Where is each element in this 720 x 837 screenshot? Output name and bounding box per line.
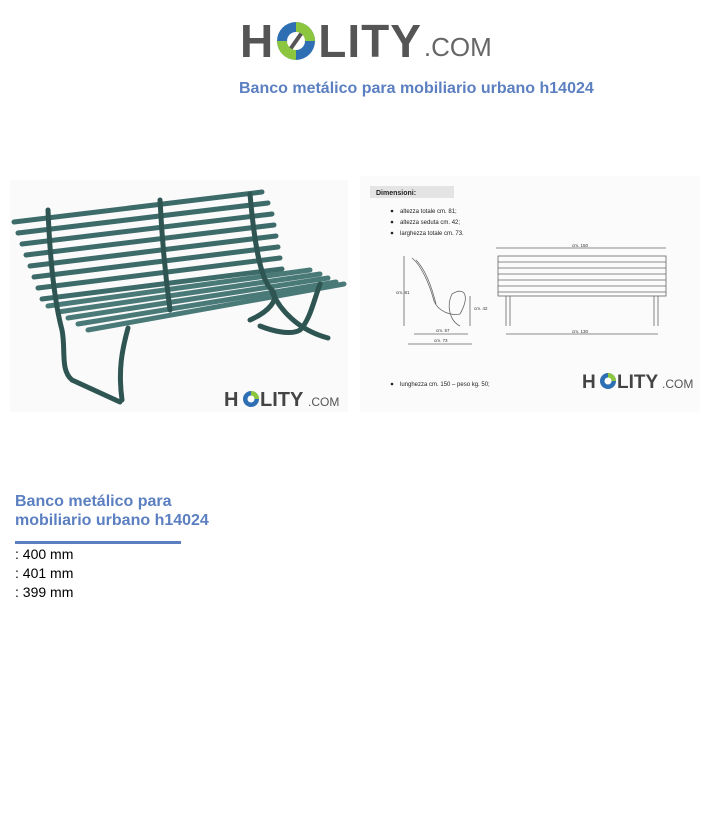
dimension-item: larghezza totale cm. 73. <box>400 231 464 237</box>
dimension-item: altezza seduta cm. 42; <box>400 220 461 226</box>
label-depth-total: cm. 73 <box>434 338 448 343</box>
label-length-inner: cm. 130 <box>572 329 589 334</box>
dimensions-title: Dimensioni: <box>376 190 417 197</box>
site-logo[interactable] <box>240 12 492 67</box>
logo-wordmark: H LITY <box>240 15 422 67</box>
page-title: Banco metálico para mobiliario urbano h14024 <box>239 80 594 97</box>
spec-line: : 399 mm <box>15 584 74 600</box>
svg-text:H: H <box>582 372 596 393</box>
logo-suffix: .COM <box>423 32 492 62</box>
label-length-total: cm. 150 <box>572 243 589 248</box>
spec-line: : 400 mm <box>15 546 74 562</box>
dimension-item: altezza totale cm. 81; <box>400 209 457 215</box>
spec-line: : 401 mm <box>15 565 74 581</box>
svg-text:LITY: LITY <box>260 389 304 411</box>
label-depth-inner: cm. 57 <box>436 328 450 333</box>
section-divider <box>15 541 181 544</box>
svg-text:LITY: LITY <box>617 372 659 393</box>
product-image-dimensions[interactable] <box>360 176 700 412</box>
product-name: Banco metálico para mobiliario urbano h14024 <box>15 493 209 529</box>
logo-o-icon <box>275 20 317 62</box>
label-side-height: cm. 81 <box>396 290 410 295</box>
product-image-bench[interactable] <box>10 180 348 412</box>
svg-text:.COM: .COM <box>308 395 340 409</box>
svg-text:.COM: .COM <box>662 377 694 391</box>
label-seat-height: cm. 42 <box>474 306 488 311</box>
svg-text:H: H <box>224 389 239 411</box>
dimension-footer-note: lunghezza cm. 150 – peso kg. 50; <box>400 382 490 388</box>
